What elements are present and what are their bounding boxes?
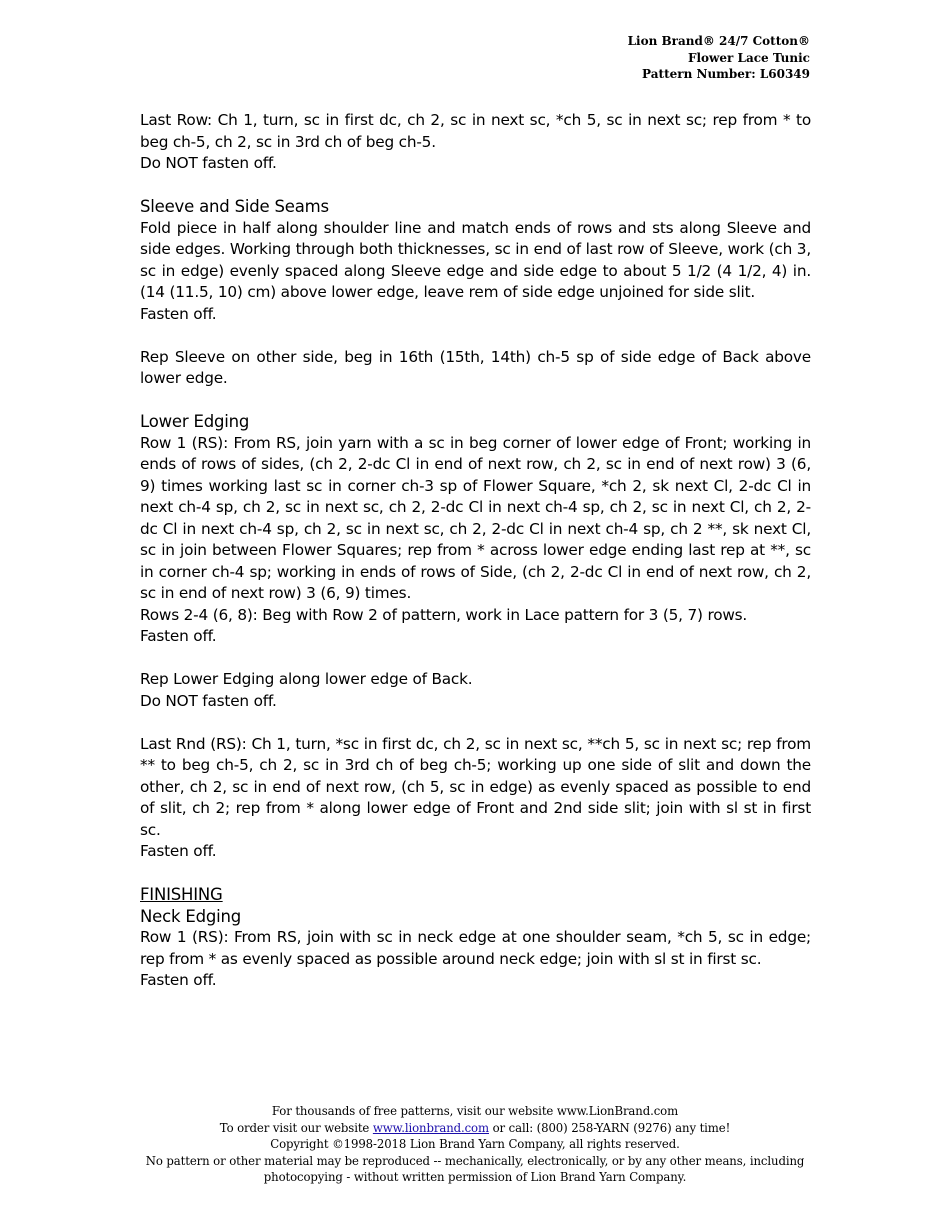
lionbrand-website-link[interactable]: www.lionbrand.com	[372, 1120, 489, 1135]
lower-edging-rows-2-4: Rows 2-4 (6, 8): Beg with Row 2 of pattern, work in Lace pattern for 3 (5, 7) rows.	[140, 605, 748, 624]
fasten-off-note: Fasten off.	[140, 304, 217, 323]
neck-edging-heading: Neck Edging	[140, 906, 242, 926]
pattern-content	[140, 110, 811, 992]
footer-order-line: To order visit our website www.lionbrand.com or call: (800) 258-YARN (9276) any time!	[219, 1120, 731, 1135]
rep-lower-edging-instruction: Rep Lower Edging along lower edge of Back.	[140, 670, 473, 688]
last-row-instruction: Last Row: Ch 1, turn, sc in first dc, ch 2, sc in next sc, *ch 5, sc in next sc; rep from * to beg ch-5, ch 2, sc in 3rd ch of beg ch-5.	[140, 111, 811, 151]
header-yarn-name: Lion Brand® 24/7 Cotton®	[627, 34, 810, 48]
footer-free-patterns: For thousands of free patterns, visit our website www.LionBrand.com	[271, 1104, 679, 1118]
do-not-fasten-note: Do NOT fasten off.	[140, 691, 277, 710]
fasten-off-note: Fasten off.	[140, 842, 217, 860]
sleeve-side-seams-heading: Sleeve and Side Seams	[140, 197, 329, 216]
footer-copyright: Copyright ©1998-2018 Lion Brand Yarn Company, all rights reserved.	[270, 1137, 680, 1151]
header-pattern-title: Flower Lace Tunic	[687, 50, 810, 65]
fasten-off-note: Fasten off.	[140, 971, 217, 989]
rep-sleeve-instruction: Rep Sleeve on other side, beg in 16th (15th, 14th) ch-5 sp of side edge of Back above lower edge.	[140, 347, 811, 387]
header-pattern-number: Pattern Number: L60349	[642, 67, 810, 81]
lower-edging-heading: Lower Edging	[140, 412, 250, 431]
page-footer	[135, 1103, 815, 1186]
last-rnd-instruction: Last Rnd (RS): Ch 1, turn, *sc in first dc, ch 2, sc in next sc, **ch 5, sc in next sc; rep from ** to beg ch-5, ch 2, sc in 3rd ch of beg ch-5; working up one side of slit and down the other, ch 2, sc in end of next row, (ch 5, sc in edge) as evenly spaced as possible to end of slit, ch 2; rep from * along lower edge of Front and 2nd side slit; join with sl st in first sc.	[140, 734, 811, 839]
pattern-header	[628, 33, 810, 83]
footer-reproduction-notice: No pattern or other material may be reproduced -- mechanically, electronically, or by any other means, including	[145, 1153, 805, 1168]
finishing-heading: FINISHING	[140, 885, 223, 904]
fasten-off-note: Fasten off.	[140, 627, 217, 645]
footer-reproduction-notice-cont: photocopying - without written permission of Lion Brand Yarn Company.	[263, 1170, 687, 1184]
lower-edging-row1: Row 1 (RS): From RS, join yarn with a sc in beg corner of lower edge of Front; working in ends of rows of sides, (ch 2, 2-dc Cl in end of next row, ch 2, sc in end of next row) 3 (6, 9) times working last sc in corner ch-3 sp of Flower Square, *ch 2, sk next Cl, 2-dc Cl in next ch-4 sp, ch 2, sc in next sc, ch 2, 2-dc Cl in next ch-4 sp, ch 2, sc in next Cl, ch 2, 2-dc Cl in next ch-4 sp, ch 2, sc in next sc, ch 2, 2-dc Cl in next ch-4 sp, ch 2 **, sk next Cl, sc in join between Flower Squares; rep from * across lower edge ending last rep at **, sc in corner ch-4 sp; working in ends of rows of Side, (ch 2, 2-dc Cl in end of next row, ch 2, sc in end of next row) 3 (6, 9) times.	[140, 433, 811, 602]
do-not-fasten-note: Do NOT fasten off.	[140, 154, 277, 172]
neck-edging-row1: Row 1 (RS): From RS, join with sc in neck edge at one shoulder seam, *ch 5, sc in edge; rep from * as evenly spaced as possible around neck edge; join with sl st in first sc.	[140, 928, 811, 968]
sleeve-side-seams-instruction: Fold piece in half along shoulder line and match ends of rows and sts along Sleeve and side edges. Working through both thicknesses, sc in end of last row of Sleeve, work (ch 3, sc in edge) evenly spaced along Sleeve edge and side edge to about 5 1/2 (4 1/2, 4) in. (14 (11.5, 10) cm) above lower edge, leave rem of side edge unjoined for side slit.	[140, 218, 811, 301]
